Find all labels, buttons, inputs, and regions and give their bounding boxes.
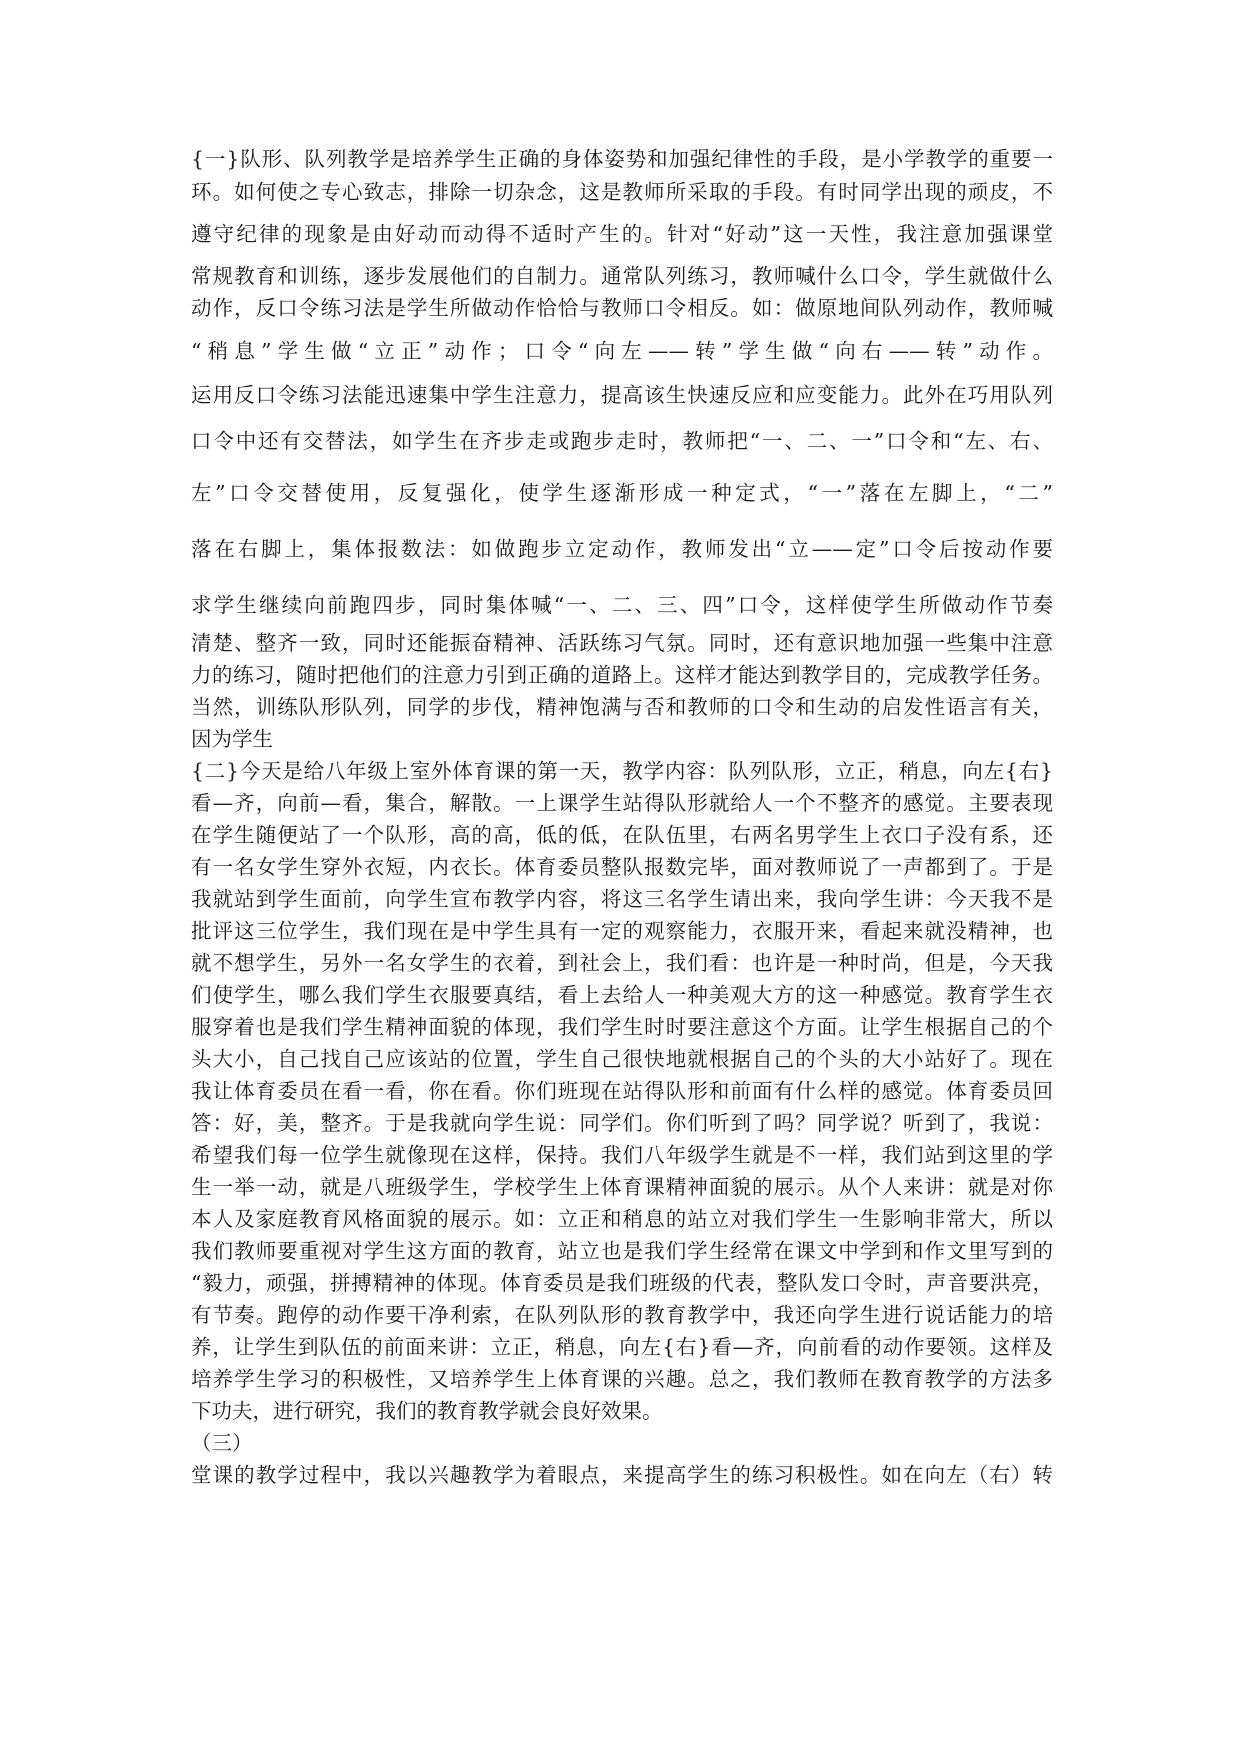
document-body bbox=[191, 143, 1053, 1491]
text-line: 养，让学生到队伍的前面来讲：立正，稍息，向左{右}看—齐，向前看的动作要领。这样及 bbox=[191, 1335, 1053, 1359]
text-line: {二}今天是给八年级上室外体育课的第一天，教学内容：队列队形，立正，稍息，向左{右} bbox=[191, 759, 1053, 783]
text-line: 我们教师要重视对学生这方面的教育，站立也是我们学生经常在课文中学到和作文里写到的 bbox=[191, 1239, 1053, 1263]
text-line: 看—齐，向前—看，集合，解散。一上课学生站得队形就给人一个不整齐的感觉。主要表现 bbox=[191, 791, 1053, 815]
section-1 bbox=[191, 143, 1053, 755]
text-line: 我让体育委员在看一看，你在看。你们班现在站得队形和前面有什么样的感觉。体育委员回 bbox=[191, 1079, 1053, 1103]
section-3 bbox=[191, 1427, 1053, 1491]
text-line: 批评这三位学生，我们现在是中学生具有一定的观察能力，衣服开来，看起来就没精神，也 bbox=[191, 919, 1053, 943]
text-line: 常规教育和训练，逐步发展他们的自制力。通常队列练习，教师喊什么口令，学生就做什么 bbox=[191, 264, 1053, 288]
text-line: 清楚、整齐一致，同时还能振奋精神、活跃练习气氛。同时，还有意识地加强一些集中注意 bbox=[191, 631, 1053, 655]
text-line: 求学生继续向前跑四步，同时集体喊“一、二、三、四”口令，这样使学生所做动作节奏 bbox=[191, 593, 1053, 617]
text-line: 动作，反口令练习法是学生所做动作恰恰与教师口令相反。如：做原地间队列动作，教师喊 bbox=[191, 296, 1053, 320]
text-line: 希望我们每一位学生就像现在这样，保持。我们八年级学生就是不一样，我们站到这里的学 bbox=[191, 1143, 1053, 1167]
text-line: “毅力，顽强，拼搏精神的体现。体育委员是我们班级的代表，整队发口令时，声音要洪亮， bbox=[191, 1271, 1053, 1295]
text-line: {一}队形、队列教学是培养学生正确的身体姿势和加强纪律性的手段，是小学教学的重要一 bbox=[191, 147, 1053, 171]
text-line: 左”口令交替使用，反复强化，使学生逐渐形成一种定式，“一”落在左脚上，“二” bbox=[191, 481, 1053, 505]
text-line: 在学生随便站了一个队形，高的高，低的低，在队伍里，右两名男学生上衣口子没有系，还 bbox=[191, 823, 1053, 847]
text-line: 环。如何使之专心致志，排除一切杂念，这是教师所采取的手段。有时同学出现的顽皮，不 bbox=[191, 180, 1053, 204]
text-line: 培养学生学习的积极性，又培养学生上体育课的兴趣。总之，我们教师在教育教学的方法多 bbox=[191, 1367, 1053, 1391]
text-line: 力的练习，随时把他们的注意力引到正确的道路上。这样才能达到教学目的，完成教学任务。 bbox=[191, 663, 1053, 687]
text-line: 有一名女学生穿外衣短，内衣长。体育委员整队报数完毕，面对教师说了一声都到了。于是 bbox=[191, 855, 1053, 879]
text-line: 口令中还有交替法，如学生在齐步走或跑步走时，教师把“一、二、一”口令和“左、右、 bbox=[191, 429, 1053, 453]
text-line: 本人及家庭教育风格面貌的展示。如：立正和稍息的站立对我们学生一生影响非常大，所以 bbox=[191, 1207, 1053, 1231]
text-line: “稍息”学生做“立正”动作；口令“向左——转”学生做“向右——转”动作。 bbox=[191, 339, 1053, 363]
text-line: （三） bbox=[191, 1431, 253, 1455]
text-line: 因为学生 bbox=[191, 727, 273, 751]
text-line: 堂课的教学过程中，我以兴趣教学为着眼点，来提高学生的练习积极性。如在向左（右）转 bbox=[191, 1463, 1053, 1487]
text-line: 生一举一动，就是八班级学生，学校学生上体育课精神面貌的展示。从个人来讲：就是对你 bbox=[191, 1175, 1053, 1199]
text-line: 答：好，美，整齐。于是我就向学生说：同学们。你们听到了吗？同学说？听到了，我说： bbox=[191, 1111, 1053, 1135]
text-line: 落在右脚上，集体报数法：如做跑步立定动作，教师发出“立——定”口令后按动作要 bbox=[191, 537, 1053, 561]
text-line: 我就站到学生面前，向学生宣布教学内容，将这三名学生请出来，我向学生讲：今天我不是 bbox=[191, 887, 1053, 911]
text-line: 们使学生，哪么我们学生衣服要真结，看上去给人一种美观大方的这一种感觉。教育学生衣 bbox=[191, 983, 1053, 1007]
text-line: 遵守纪律的现象是由好动而动得不适时产生的。针对“好动”这一天性，我注意加强课堂 bbox=[191, 222, 1053, 246]
text-line: 运用反口令练习法能迅速集中学生注意力，提高该生快速反应和应变能力。此外在巧用队列 bbox=[191, 383, 1053, 407]
section-2 bbox=[191, 755, 1053, 1427]
text-line: 下功夫，进行研究，我们的教育教学就会良好效果。 bbox=[191, 1399, 663, 1423]
text-line: 有节奏。跑停的动作要干净利索，在队列队形的教育教学中，我还向学生进行说话能力的培 bbox=[191, 1303, 1053, 1327]
text-line: 当然，训练队形队列，同学的步伐，精神饱满与否和教师的口令和生动的启发性语言有关， bbox=[191, 695, 1053, 719]
text-line: 就不想学生，另外一名女学生的衣着，到社会上，我们看：也许是一种时尚，但是，今天我 bbox=[191, 951, 1053, 975]
text-line: 服穿着也是我们学生精神面貌的体现，我们学生时时要注意这个方面。让学生根据自己的个 bbox=[191, 1015, 1053, 1039]
text-line: 头大小，自己找自己应该站的位置，学生自己很快地就根据自己的个头的大小站好了。现在 bbox=[191, 1047, 1053, 1071]
